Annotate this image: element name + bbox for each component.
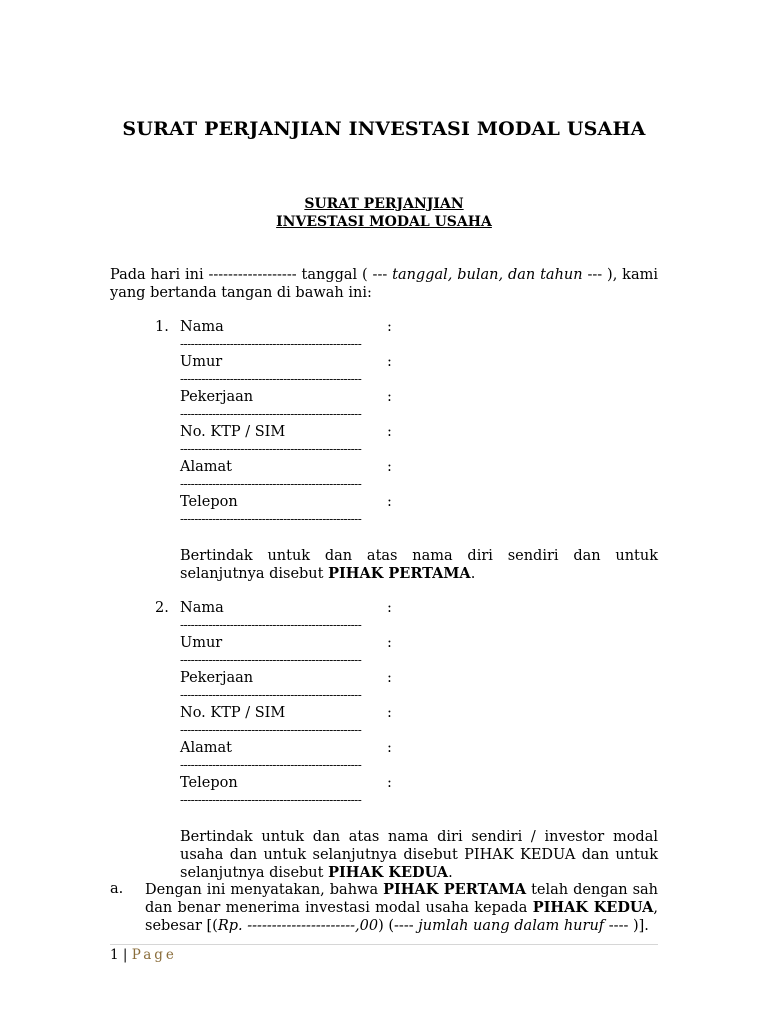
clause-a-amount-words: jumlah uang dalam huruf bbox=[418, 918, 605, 934]
field-label: Umur bbox=[180, 635, 223, 651]
intro-text-2: --- ), kami yang bertanda tangan di bawah ini: bbox=[110, 267, 658, 301]
party-1-number: 1. bbox=[155, 319, 169, 335]
field-label: Nama bbox=[180, 319, 224, 335]
field-label: Umur bbox=[180, 354, 223, 370]
field-blank-line: --------------------------------------------------- bbox=[180, 653, 362, 667]
field-blank-line: --------------------------------------------------- bbox=[180, 407, 362, 421]
field-blank-line: --------------------------------------------------- bbox=[180, 512, 362, 526]
field-label: Nama bbox=[180, 600, 224, 616]
field-colon: : bbox=[387, 635, 392, 651]
field-colon: : bbox=[387, 389, 392, 405]
party-2-number: 2. bbox=[155, 600, 169, 616]
intro-date-placeholder: tanggal, bulan, dan tahun bbox=[392, 267, 583, 283]
party-2-statement-end: . bbox=[448, 865, 453, 881]
clause-a-t1: Dengan ini menyatakan, bahwa bbox=[145, 882, 384, 898]
party-2-designation: PIHAK KEDUA bbox=[328, 864, 449, 881]
field-colon: : bbox=[387, 319, 392, 335]
footer-divider bbox=[110, 944, 658, 945]
field-label: Alamat bbox=[180, 459, 232, 475]
field-colon: : bbox=[387, 424, 392, 440]
footer-separator: | bbox=[118, 947, 132, 963]
field-colon: : bbox=[387, 775, 392, 791]
clause-a-first-party: PIHAK PERTAMA bbox=[383, 881, 527, 898]
field-blank-line: --------------------------------------------------- bbox=[180, 618, 362, 632]
field-blank-line: --------------------------------------------------- bbox=[180, 688, 362, 702]
party-1-designation: PIHAK PERTAMA bbox=[328, 565, 471, 582]
page-number: 1 bbox=[110, 947, 119, 963]
field-colon: : bbox=[387, 494, 392, 510]
field-label: No. KTP / SIM bbox=[180, 705, 286, 721]
party-1-statement bbox=[180, 547, 658, 583]
field-blank-line: --------------------------------------------------- bbox=[180, 723, 362, 737]
field-blank-line: --------------------------------------------------- bbox=[180, 442, 362, 456]
field-label: Telepon bbox=[180, 494, 238, 510]
field-colon: : bbox=[387, 705, 392, 721]
clause-a-marker: a. bbox=[110, 881, 124, 897]
intro-paragraph bbox=[110, 266, 658, 302]
clause-a-text bbox=[145, 881, 658, 935]
field-colon: : bbox=[387, 740, 392, 756]
field-label: No. KTP / SIM bbox=[180, 424, 286, 440]
field-blank-line: --------------------------------------------------- bbox=[180, 337, 362, 351]
field-blank-line: --------------------------------------------------- bbox=[180, 477, 362, 491]
clause-a-t2: telah dengan sah dan benar menerima investasi modal usaha kepada bbox=[145, 882, 658, 916]
field-blank-line: --------------------------------------------------- bbox=[180, 372, 362, 386]
clause-a-t4: ) (---- bbox=[378, 918, 419, 934]
main-title: SURAT PERJANJIAN INVESTASI MODAL USAHA bbox=[122, 118, 646, 140]
page-label: Page bbox=[131, 947, 177, 963]
field-label: Pekerjaan bbox=[180, 670, 254, 686]
party-1-statement-text: Bertindak untuk dan atas nama diri sendiri dan untuk selanjutnya disebut bbox=[180, 548, 658, 582]
field-colon: : bbox=[387, 600, 392, 616]
page-footer bbox=[110, 947, 177, 963]
field-blank-line: --------------------------------------------------- bbox=[180, 758, 362, 772]
field-label: Pekerjaan bbox=[180, 389, 254, 405]
field-colon: : bbox=[387, 354, 392, 370]
field-colon: : bbox=[387, 670, 392, 686]
subtitle-line-2: INVESTASI MODAL USAHA bbox=[276, 214, 492, 230]
party-1-statement-end: . bbox=[470, 566, 476, 582]
party-2-statement bbox=[180, 828, 658, 882]
clause-a-amount: Rp. ----------------------,00 bbox=[217, 918, 379, 934]
clause-a-t3: , sebesar [( bbox=[145, 900, 658, 934]
intro-text-1: Pada hari ini ------------------ tanggal ( --- bbox=[110, 267, 393, 283]
field-blank-line: --------------------------------------------------- bbox=[180, 793, 362, 807]
clause-a-second-party: PIHAK KEDUA bbox=[532, 899, 654, 916]
field-colon: : bbox=[387, 459, 392, 475]
clause-a-t5: ---- )]. bbox=[604, 918, 649, 934]
field-label: Alamat bbox=[180, 740, 232, 756]
field-label: Telepon bbox=[180, 775, 238, 791]
subtitle-line-1: SURAT PERJANJIAN bbox=[304, 196, 464, 212]
party-2-statement-text: Bertindak untuk dan atas nama diri sendiri / investor modal usaha dan untuk selanjutnya disebut PIHAK KEDUA dan untuk selanjutnya disebut bbox=[180, 829, 658, 881]
